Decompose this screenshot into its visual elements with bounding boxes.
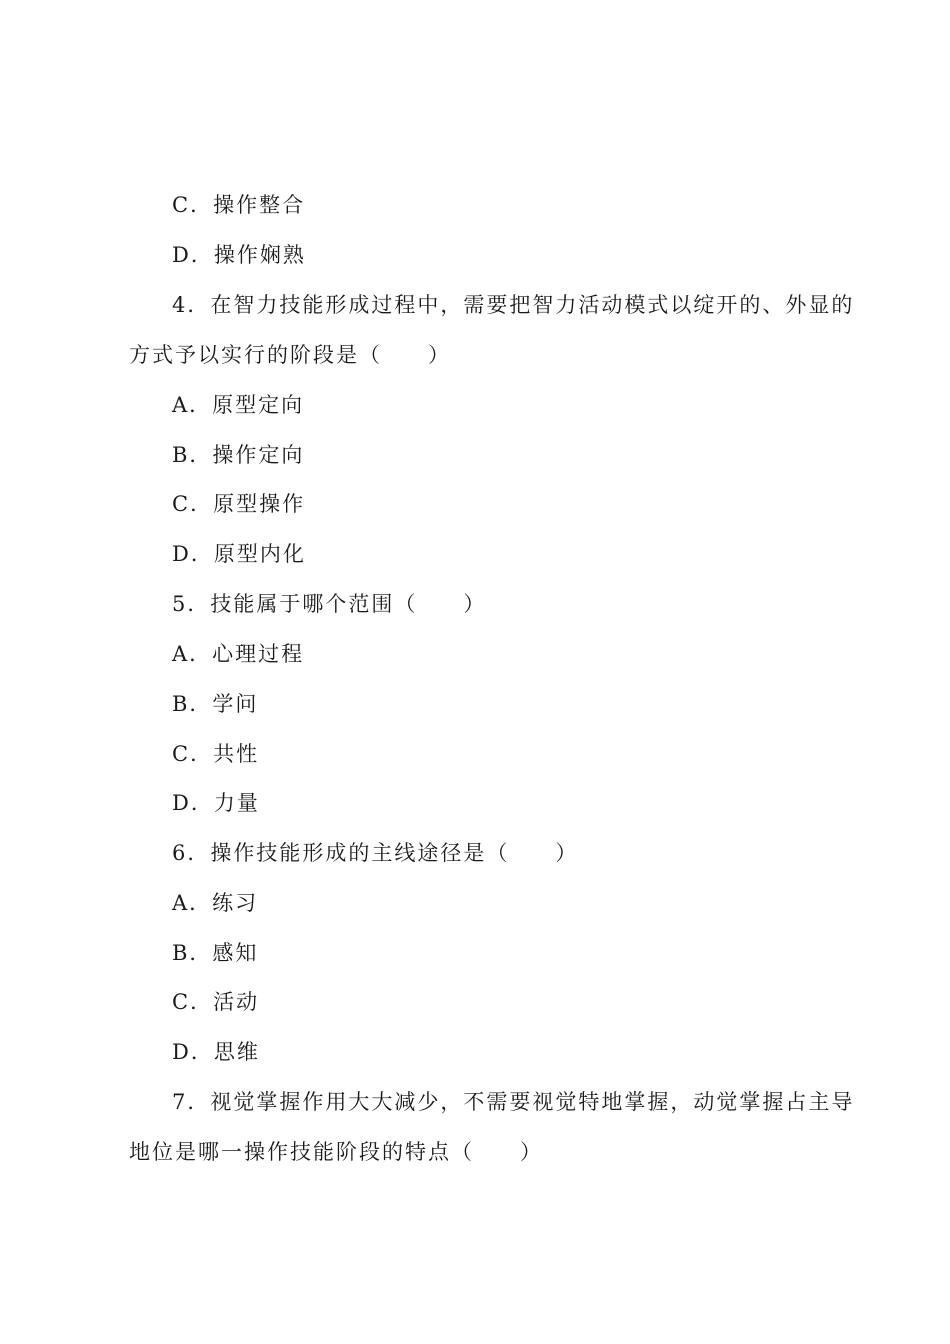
option-4a: A．原型定向 <box>172 393 305 417</box>
question-6: 6．操作技能形成的主线途径是（ ） <box>172 841 579 865</box>
question-5: 5．技能属于哪个范围（ ） <box>172 592 487 616</box>
option-5d: D．力量 <box>172 791 260 815</box>
option-5b: B．学问 <box>172 692 259 716</box>
option-3c: C．操作整合 <box>172 193 306 217</box>
option-6b: B．感知 <box>172 941 259 965</box>
option-6a: A．练习 <box>172 891 259 915</box>
question-7: 7．视觉掌握作用大大减少，不需要视觉特地掌握，动觉掌握占主导 <box>172 1090 855 1114</box>
question-7-cont: 地位是哪一操作技能阶段的特点（ ） <box>129 1140 543 1164</box>
option-3d: D．操作娴熟 <box>172 243 306 267</box>
option-4d: D．原型内化 <box>172 542 306 566</box>
option-6d: D．思维 <box>172 1040 260 1064</box>
option-6c: C．活动 <box>172 990 260 1014</box>
question-4-cont: 方式予以实行的阶段是（ ） <box>129 343 451 367</box>
question-4: 4．在智力技能形成过程中，需要把智力活动模式以绽开的、外显的 <box>172 293 855 317</box>
option-4b: B．操作定向 <box>172 443 305 467</box>
option-5a: A．心理过程 <box>172 642 305 666</box>
option-5c: C．共性 <box>172 742 260 766</box>
option-4c: C．原型操作 <box>172 492 306 516</box>
